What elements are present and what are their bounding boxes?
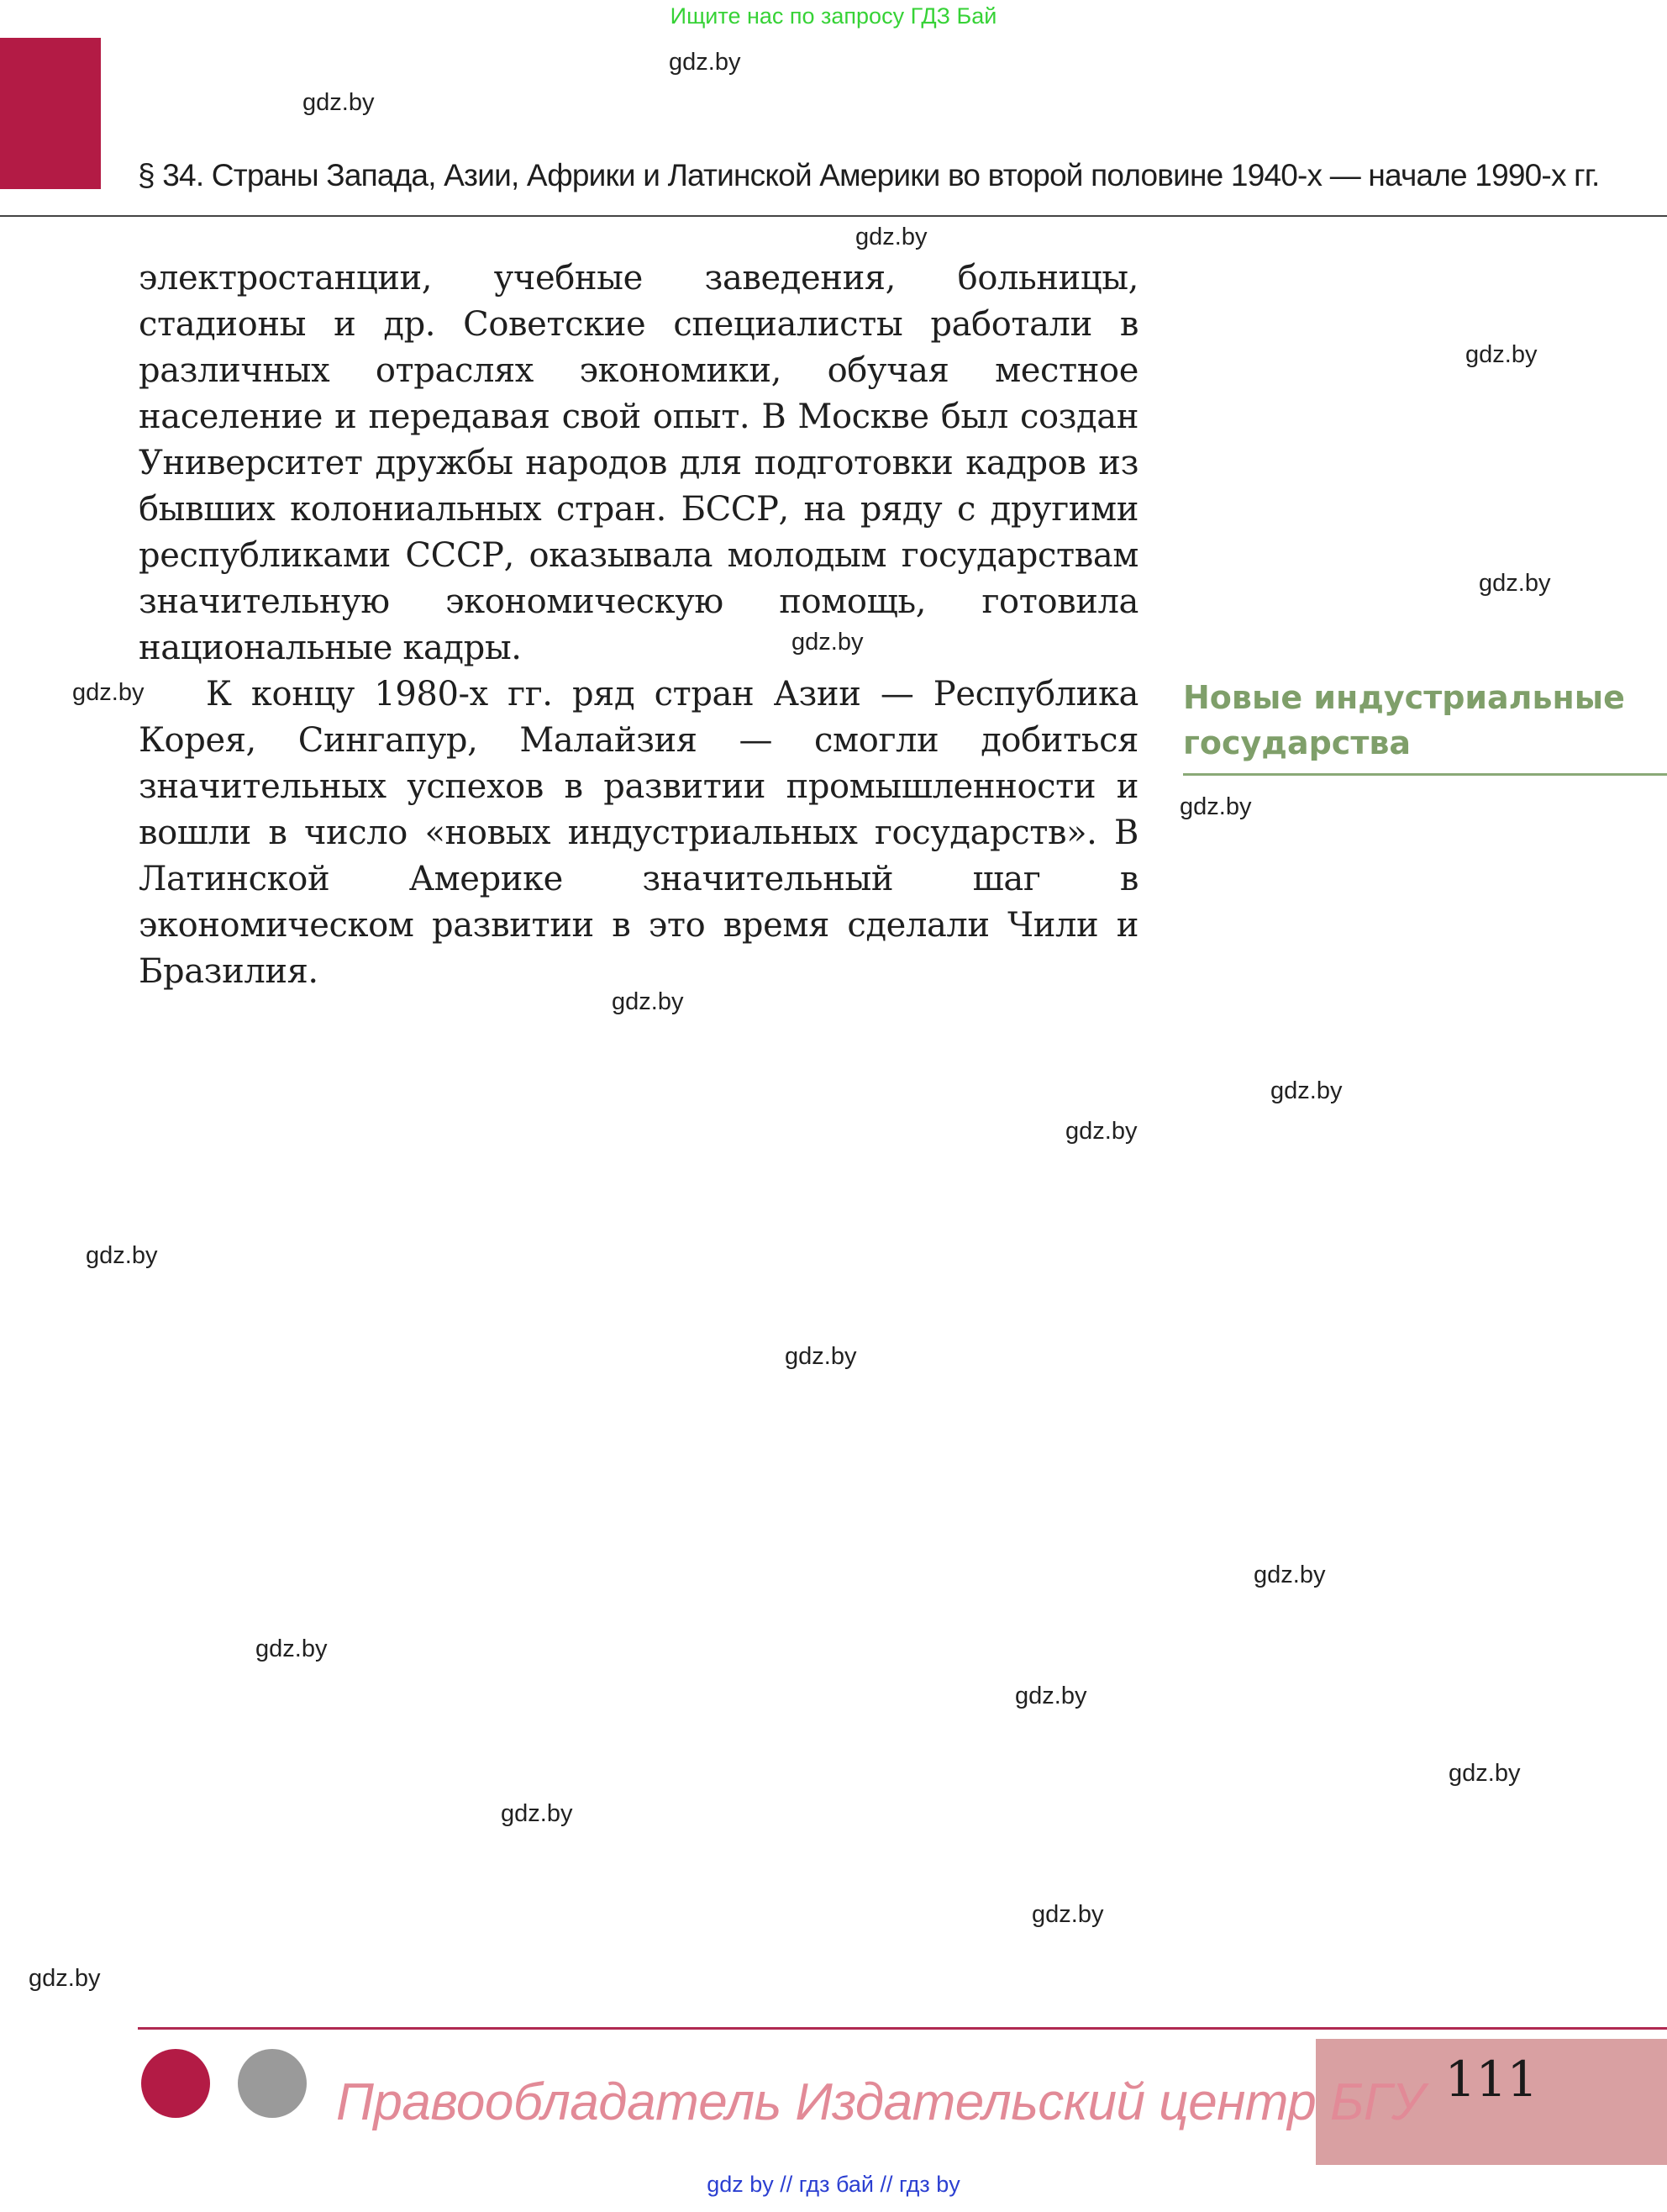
grey-circle-icon: [238, 2049, 307, 2118]
page-number: 111: [1444, 2051, 1538, 2108]
watermark: gdz.by: [791, 629, 864, 656]
watermark: gdz.by: [1254, 1562, 1326, 1588]
watermark: gdz.by: [1032, 1901, 1104, 1928]
watermark: gdz.by: [302, 89, 375, 116]
watermark: gdz.by: [785, 1343, 857, 1370]
paragraph-1: электростанции, учебные заведения, больницы, стадионы и др. Советские специалисты работали в различных отраслях экономики, обучая местное население и передавая свой опыт. В Москве был создан Университет дружбы народов для подготовки кадров из бывших колониальных стран. БССР, на ряду с другими республиками СССР, оказывала молодым государствам значительную экономическую помощь, готовила национальные кадры.: [139, 259, 1139, 667]
watermark: gdz.by: [855, 224, 928, 250]
watermark: gdz.by: [86, 1242, 158, 1269]
watermark: gdz.by: [255, 1635, 328, 1662]
footer-divider: [138, 2027, 1667, 2030]
watermark: gdz.by: [612, 988, 684, 1015]
search-banner: Ищите нас по запросу ГДЗ Бай: [670, 3, 997, 29]
margin-heading: Новые индустриальные государства: [1183, 679, 1625, 761]
header-divider: [0, 215, 1667, 217]
watermark: gdz.by: [1270, 1077, 1343, 1104]
watermark: gdz.by: [29, 1965, 101, 1992]
red-circle-icon: [141, 2049, 210, 2118]
watermark: gdz.by: [1449, 1760, 1521, 1787]
watermark: gdz.by: [1479, 570, 1551, 597]
main-text: [139, 255, 1139, 995]
watermark: gdz.by: [72, 679, 145, 706]
watermark: gdz.by: [1065, 1118, 1138, 1145]
chapter-color-block: [0, 38, 101, 189]
margin-heading-underline: [1183, 773, 1667, 776]
copyright-notice: Правообладатель Издательский центр БГУ: [336, 2073, 1425, 2131]
watermark: gdz.by: [501, 1800, 573, 1827]
paragraph-2: К концу 1980-х гг. ряд стран Азии — Республика Корея, Сингапур, Малайзия — смогли добиться значительных успехов в развитии промышленности и вошли в число «новых индустриальных государств». В Латинской Америке значительный шаг в экономическом развитии в это время сделали Чили и Бразилия.: [139, 675, 1139, 991]
watermark: gdz.by: [669, 49, 741, 76]
watermark: gdz.by: [1015, 1683, 1087, 1709]
watermark: gdz.by: [1180, 793, 1252, 820]
bottom-links[interactable]: gdz by // гдз бай // гдз by: [707, 2172, 960, 2197]
watermark: gdz.by: [1465, 341, 1538, 368]
running-header-title: § 34. Страны Запада, Азии, Африки и Латинской Америки во второй половине 1940-х — начале 1990-х гг.: [138, 158, 1600, 192]
